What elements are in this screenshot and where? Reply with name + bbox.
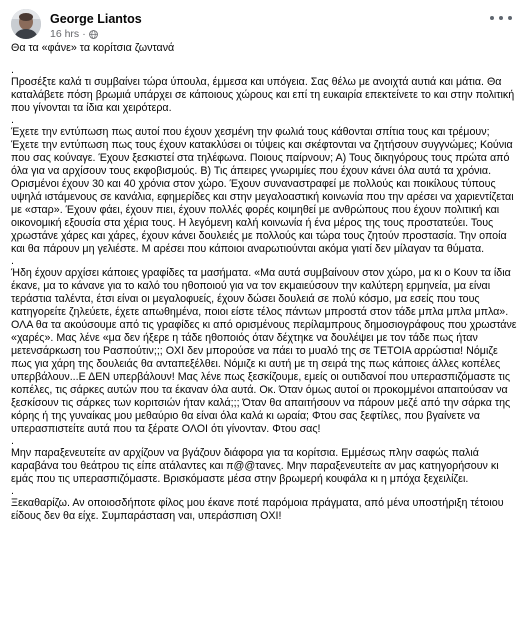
- paragraph-dot: .: [11, 485, 14, 497]
- post-author[interactable]: George Liantos: [50, 12, 142, 26]
- paragraph-dot: .: [11, 255, 14, 267]
- post-paragraph: Προσέξτε καλά τι συμβαίνει τώρα ύπουλα, έμμεσα και υπόγεια. Σας θέλω με ανοιχτά αυτιά και μάτια. Θα καταλάβετε πόση βρωμιά υπάρχει σε κάποιους χώρους και επί τη ευκαιρία επεκτείνετε το και στην πολιτική που γίνονται τα ίδια και χειρότερα.: [11, 76, 515, 114]
- post-body: [11, 42, 517, 523]
- paragraph-dot: .: [11, 435, 14, 447]
- more-options-icon[interactable]: [490, 11, 512, 25]
- globe-icon[interactable]: [89, 30, 98, 39]
- post-paragraph: Ξεκαθαρίζω. Αν οποιοσδήποτε φίλος μου έκανε ποτέ παρόμοια πράγματα, από μένα υποστήριξη τέτοιου είδους δεν θα είχε. Συμπαράσταση ναι, υπεράσπιση ΟΧΙ!: [11, 497, 504, 522]
- post-paragraph: Έχετε την εντύπωση πως αυτοί που έχουν χεσμένη την φωλιά τους κάθονται σπίτια τους και τρέμουν; Έχετε την εντύπωση πως τους έχουν κατακλύσει οι τύψεις και σκέφτονται να ζητήσουν συγγνώμες; Κούνια που σας κούναγε. Έχουν ξεσκιστεί στα τηλέφωνα. Ποιους παίρνουν; Α) Τους δικηγόρους τους πρώτα από όλα για να αρχίσουν τους εκφοβισμούς. Β) Τις άπειρες γνωριμίες που έχουν κάνει όλα αυτά τα χρόνια. Ορισμένοι έχουν 30 και 40 χρόνια στον χώρο. Έχουν συναναστραφεί με πολλούς και ποικίλους τύπους υψηλά ιστάμενους σε κανάλια, εφημερίδες και στην μεγαλοαστική κοινωνία που την αρέσει να χαριεντίζεται με «σταρ». Έχουν φάει, έχουν πιει, έχουν πολλές φορές κοιμηθεί με ανθρώπους που έχουν πολιτική και οικονομική εξουσία στα χέρια τους. Η λεγόμενη καλή κοινωνία ή ένα μέρος της τους προστατεύει. Τους χρωστάνε χάρες και χάρες, έχουν κάνει δουλειές με πολλούς και τώρα τους ζητούν προστασία. Την οποία και θα πάρουν μη γελιέστε. Μ αρέσει που κάποιοι αναρωτιούνται ακόμα γιατί δεν μίλαγαν τα θύματα.: [11, 126, 514, 255]
- paragraph-dot: .: [11, 114, 14, 126]
- meta-separator: ·: [82, 28, 86, 40]
- post-paragraph: Ήδη έχουν αρχίσει κάποιες γραφίδες τα μασήματα. «Μα αυτά συμβαίνουν στον χώρο, μα κι ο Κουν τα ίδια έκανε, μα το κάνανε για το καλό του ηθοποιού για να τον εκμαιεύσουν την καλύτερη ερμηνεία, μα είναι τεράστια ταλέντα, έτσι είναι οι μεγαλοφυείς, έχουν δώσει δουλειά σε πολύ κόσμο, μα εσείς που τους κατηγορείτε ζηλεύετε, έχετε απωθημένα, ποιοι είστε τέλος πάντων μπροστά στον τάδε μπλα μπλα μπλα». ΟΛΑ θα τα ακούσουμε από τις γραφίδες κι από ορισμένους περίλαμπρους δημοσιογράφους που χρωστάνε «χαρές». Μας λένε «μα δεν ήξερε η τάδε ηθοποιός όταν δέχτηκε να δουλέψει με τον τάδε πως ήταν μετενσάρκωση του Ρασπούτιν;;; ΟΧΙ δεν μπορούσε να πάει το μυαλό της σε ΤΕΤΟΙΑ αρρώστια! Νόμιζε πως για χάρη της δουλειάς θα ανταπεξέλθει. Νόμιζε κι αυτή με τη σειρά της πως κάποιες άλλες κοπέλες υπερβάλουν...Ε ΔΕΝ υπερβάλουν! Μας λένε πως ξεσκίζουμε, εμείς οι ουτιδανοί που υπερασπιζόμαστε τις κοπέλες, τις σάρκες αυτών που τα έκαναν όλα αυτά. Οκ. Όταν όμως αυτοί οι προκομμένοι απαιτούσαν να ξεσκίσουν τις σάρκες των κοριτσιών ήταν καλά;;; Όταν θα απαιτήσουν να πάρουν μεζέ από την σάρκα της κόρης ή της γυναίκας μου μεθαύριο θα είναι όλα καλά κι ωραία; Φτου σας ξεφτίλες, που βγαίνετε να υπερασπιστείτε αυτά που τα ξέρατε ΟΛΟΙ ότι γίνονταν. Φτου σας!: [11, 267, 517, 435]
- avatar-photo: [11, 9, 41, 39]
- post-meta: [50, 28, 98, 40]
- post-time[interactable]: 16 hrs: [50, 28, 80, 40]
- post-header: [11, 9, 514, 39]
- post-paragraph: Μην παραξενευτείτε αν αρχίζουν να βγάζουν διάφορα για τα κορίτσια. Εμμέσως πλην σαφώς παλιά καραβάνα του θεάτρου τις είπε ατάλαντες και π@@τανες. Μην παραξενευτείτε αν μας κατηγορήσουν κι εμάς που τις υπερασπιζόμαστε. Βρισκόμαστε μέσα στην βρωμερή κουφάλα κι η μπόχα ξεχειλίζει.: [11, 447, 499, 485]
- paragraph-dot: .: [11, 64, 14, 76]
- post-title: Θα τα «φάνε» τα κορίτσια ζωντανά: [11, 42, 175, 54]
- avatar[interactable]: [11, 9, 41, 39]
